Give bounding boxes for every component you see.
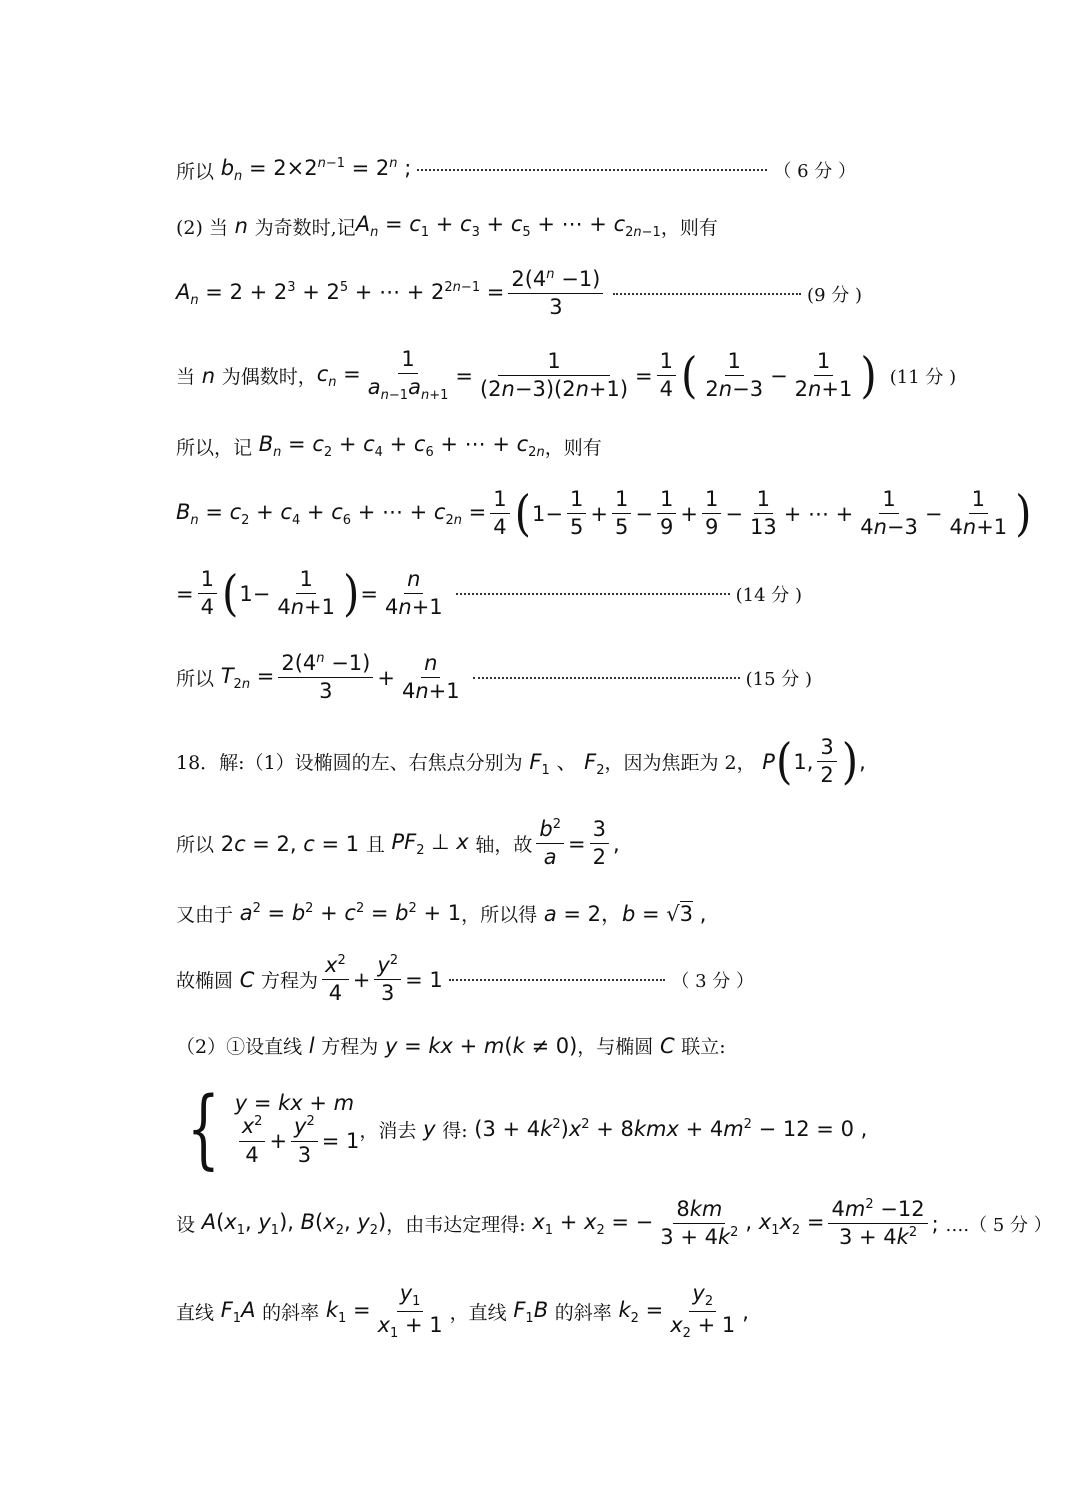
formula-bn: $b_n = 2\times 2^{n-1} = 2^n$ ; bbox=[220, 156, 412, 185]
formula-an-def: $A_n = c_1 + c_3 + c_5$ + ⋯ + $c_{2n-1}$ bbox=[355, 212, 661, 241]
line-vieta: 设 $A(x_1$, $y_1$), $B(x_2$, $y_2$) ，由韦达定理得: $x_1 + x_2$ = − $\frac{8km}{3 + 4k^2}$ , $x_1x_2$ = $\frac{4m^2 -12}{3 + 4k^2}$ ; ….（ 5 分 ） bbox=[176, 1197, 1052, 1250]
formula-an-sum: $A_n = 2 + 2^3 + 2^5$ + ⋯ + $2^{2n-1}$ = bbox=[176, 279, 505, 308]
line-c-value: 所以 2c = 2, c = 1 且 $PF_2$ ⊥ x 轴，故 $\frac{b^2}{a}$ = $\frac{3}{2}$ , bbox=[176, 817, 620, 870]
dot-leader bbox=[456, 593, 730, 595]
line-bn-def: 所以，记 $B_n = c_2 + c_4 + c_6$ + ⋯ + $c_{2n}$ ，则有 bbox=[176, 432, 602, 461]
line-even-case: 当 n 为偶数时， $c_n$ = $\frac{1}{a_{n-1}a_{n+1}}$ = $\frac{1}{(2n-3)(2n+1)}$ = $\frac{1}{4}$ ( $\frac{1}{2n-3}$ − $\frac{1}{2n+1}$ ) (11 分 ) bbox=[176, 347, 957, 404]
dot-leader bbox=[473, 677, 740, 679]
line-bn-result: = $\frac{1}{4}$ ( 1− $\frac{1}{4n+1}$ ) = $\frac{n}{4n+1}$ (14 分 ) bbox=[176, 564, 802, 622]
line-t2n: 所以 $T_{2n}$ = $\frac{2(4^n -1)}{3}$ + $\frac{n}{4n+1}$ (15 分 ) bbox=[176, 651, 812, 704]
line-q18: 18．解:（1）设椭圆的左、右焦点分别为 $F_1$ 、 $F_2$ ，因为焦距为 2， P ( 1, $\frac{3}{2}$ ) , bbox=[176, 732, 866, 790]
dot-leader bbox=[613, 293, 801, 295]
line-odd-case: (2) 当 n 为奇数时,记 $A_n = c_1 + c_3 + c_5$ + ⋯ + $c_{2n-1}$ ，则有 bbox=[176, 212, 718, 241]
line-ellipse-eq: 故椭圆 C 方程为 $\frac{x^2}{4}$ + $\frac{y^2}{3}$ = 1 （ 3 分 ） bbox=[176, 953, 754, 1006]
dot-leader bbox=[449, 979, 666, 981]
line-bn: 所以 $b_n = 2\times 2^{n-1} = 2^n$ ; （ 6 分 ） bbox=[176, 156, 856, 185]
line-bn-expand: $B_n = c_2 + c_4 + c_6$ + ⋯ + $c_{2n}$ = $\frac{1}{4}$ ( 1− $\frac{1}{5}$ + $\frac{1}{5}$ − $\frac{1}{9}$ + $\frac{1}{9}$ − $\frac{1}{13}$ + ⋯ + $\frac{1}{4n-3}$ − $\frac{1}{4n+1}$ ) bbox=[176, 484, 1032, 542]
line-ab-values: 又由于 $a^2 = b^2 + c^2 = b^2 + 1$ ，所以得 a = 2，b = √3 , bbox=[176, 901, 707, 926]
dot-leader bbox=[417, 169, 767, 171]
line-system: { y = kx + m $\frac{x^2}{4}$ + $\frac{y^2}{3}$ = 1 ，消去 y 得: $(3 + 4k^2)x^2 + 8kmx + 4m^2 - 12 = 0$ , bbox=[186, 1079, 868, 1179]
line-slopes: 直线 $F_1A$ 的斜率 $k_1$ = $\frac{y_1}{x_1 + 1}$ ，直线 $F_1B$ 的斜率 $k_2$ = $\frac{y_2}{x_2 + 1}$ , bbox=[176, 1281, 749, 1342]
line-an-sum: $A_n = 2 + 2^3 + 2^5$ + ⋯ + $2^{2n-1}$ = $\frac{2(4^n -1)}{3}$ (9 分 ) bbox=[176, 267, 862, 320]
line-part2: （2）①设直线 l 方程为 y = kx + m(k ≠ 0) ，与椭圆 C 联立: bbox=[176, 1033, 726, 1058]
equation-system: y = kx + m $\frac{x^2}{4}$ + $\frac{y^2}{3}$ = 1 bbox=[234, 1091, 360, 1167]
score-6: （ 6 分 ） bbox=[773, 161, 856, 183]
